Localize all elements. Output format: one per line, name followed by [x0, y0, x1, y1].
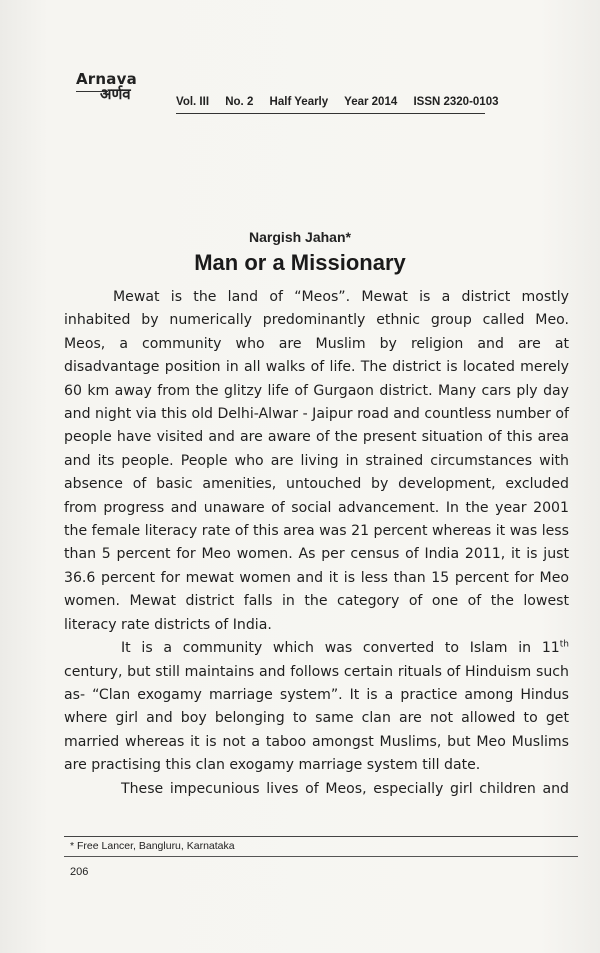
footnote: * Free Lancer, Bangluru, Karnataka [70, 840, 235, 852]
article-title: Man or a Missionary [194, 250, 406, 275]
issue-info [176, 96, 499, 108]
number-label: No. 2 [225, 96, 254, 108]
paragraph-2 [64, 637, 569, 777]
paragraph-2-text-end: century, but still maintains and follows certain rituals of Hinduism such as- “Clan exogamy marriage system”. It is a practice among Hindus where girl and boy belonging to same clan are not allowed to get married whereas it is not a taboo amongst Muslims, but Meo Muslims are practising this clan exogamy marriage system till date. [64, 663, 569, 774]
paragraph-3: These impecunious lives of Meos, especially girl children and [121, 780, 569, 797]
header-rule [176, 113, 485, 114]
page-number: 206 [70, 866, 89, 878]
footnote-divider [64, 836, 578, 837]
paragraph-2-text-start: It is a community which was converted to Islam in 11 [121, 640, 560, 657]
year-label: Year 2014 [344, 96, 398, 108]
footnote-bottom-rule [64, 856, 578, 857]
frequency-label: Half Yearly [269, 96, 329, 108]
journal-name: Arnava [76, 70, 137, 88]
article-body [64, 286, 569, 801]
journal-name-hindi: अर्णव [100, 85, 131, 103]
article-author: Nargish Jahan* [249, 229, 351, 245]
ordinal-superscript: th [559, 639, 569, 650]
volume-label: Vol. III [176, 96, 210, 108]
paragraph-1: Mewat is the land of “Meos”. Mewat is a district mostly inhabited by numerically predominantly ethnic group called Meo. Meos, a community who are Muslim by religion and are at disadvantage position in all walks of life. The district is located merely 60 km away from the glitzy life of Gurgaon district. Many cars ply day and night via this old Delhi-Alwar - Jaipur road and countless number of people have visited and are aware of the present situation of this area and its people. People who are living in strained circumstances with absence of basic amenities, untouched by development, excluded from progress and unaware of social advancement. In the year 2001 the female literacy rate of this area was 21 percent whereas it was less than 5 percent for Meo women. As per census of India 2011, it is just 36.6 percent for mewat women and it is less than 15 percent for Meo women. Mewat district falls in the category of one of the lowest literacy rate districts of India. [64, 289, 569, 633]
issn-label: ISSN 2320-0103 [413, 96, 499, 108]
journal-header [76, 70, 596, 120]
